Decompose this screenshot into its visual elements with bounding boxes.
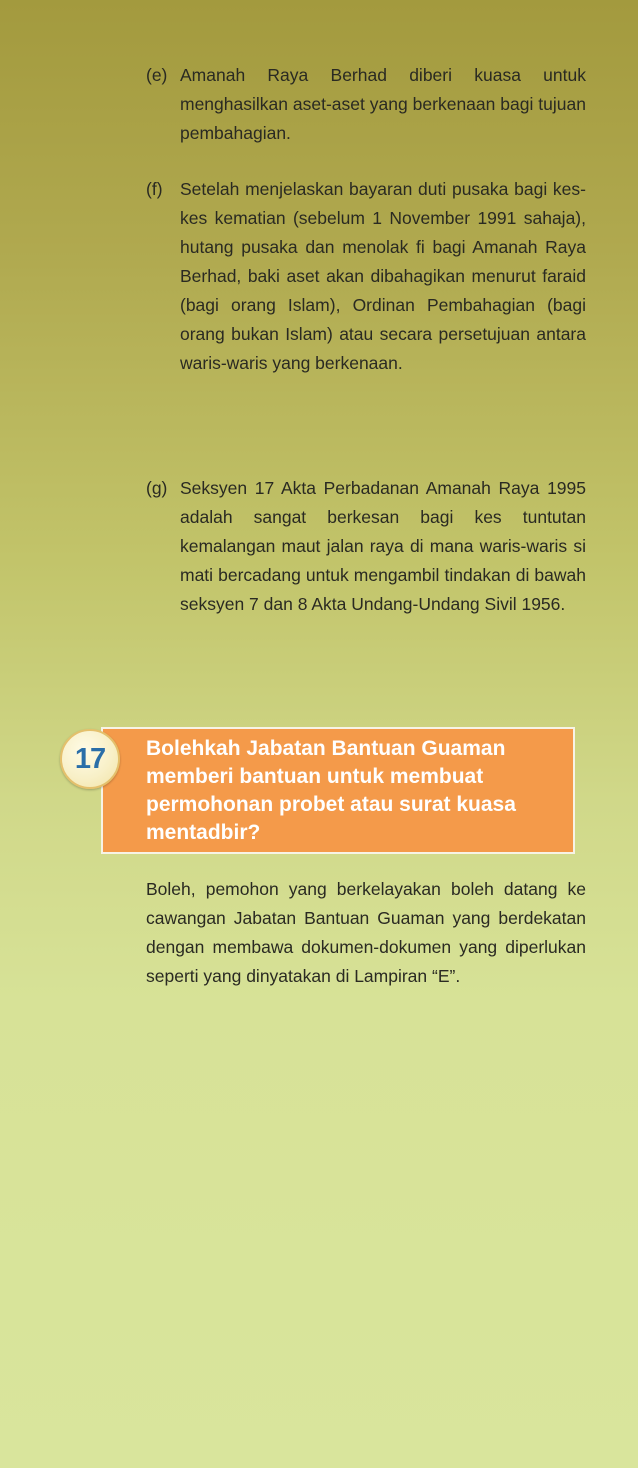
item-letter: (g) [146,478,168,498]
question-box [101,727,575,854]
question-number: 17 [74,742,106,775]
item-letter: (f) [146,179,163,199]
item-text: Seksyen 17 Akta Perbadanan Amanah Raya 1995 adalah sangat berkesan bagi kes tuntutan kemalangan maut jalan raya di mana waris-waris si mati bercadang untuk mengambil tindakan di bawah seksyen 7 dan 8 Akta Undang-Undang Sivil 1956. [180,478,586,614]
list-item-f [146,175,586,378]
answer-paragraph: Boleh, pemohon yang berkelayakan boleh datang ke cawangan Jabatan Bantuan Guaman yang berdekatan dengan membawa dokumen-dokumen yang diperlukan seperti yang dinyatakan di Lampiran “E”. [146,879,586,986]
question-number-badge [60,729,120,789]
question-heading: Bolehkah Jabatan Bantuan Guaman memberi bantuan untuk membuat permohonan probet atau surat kuasa mentadbir? [146,737,516,844]
list-item-g [146,474,586,619]
item-text: Setelah menjelaskan bayaran duti pusaka bagi kes-kes kematian (sebelum 1 November 1991 sahaja), hutang pusaka dan menolak fi bagi Amanah Raya Berhad, baki aset akan dibahagikan menurut faraid (bagi orang Islam), Ordinan Pembahagian (bagi orang bukan Islam) atau secara persetujuan antara waris-waris yang berkenaan. [180,179,586,373]
item-letter: (e) [146,65,168,85]
item-text: Amanah Raya Berhad diberi kuasa untuk menghasilkan aset-aset yang berkenaan bagi tujuan pembahagian. [180,65,586,143]
list-item-e [146,61,586,148]
